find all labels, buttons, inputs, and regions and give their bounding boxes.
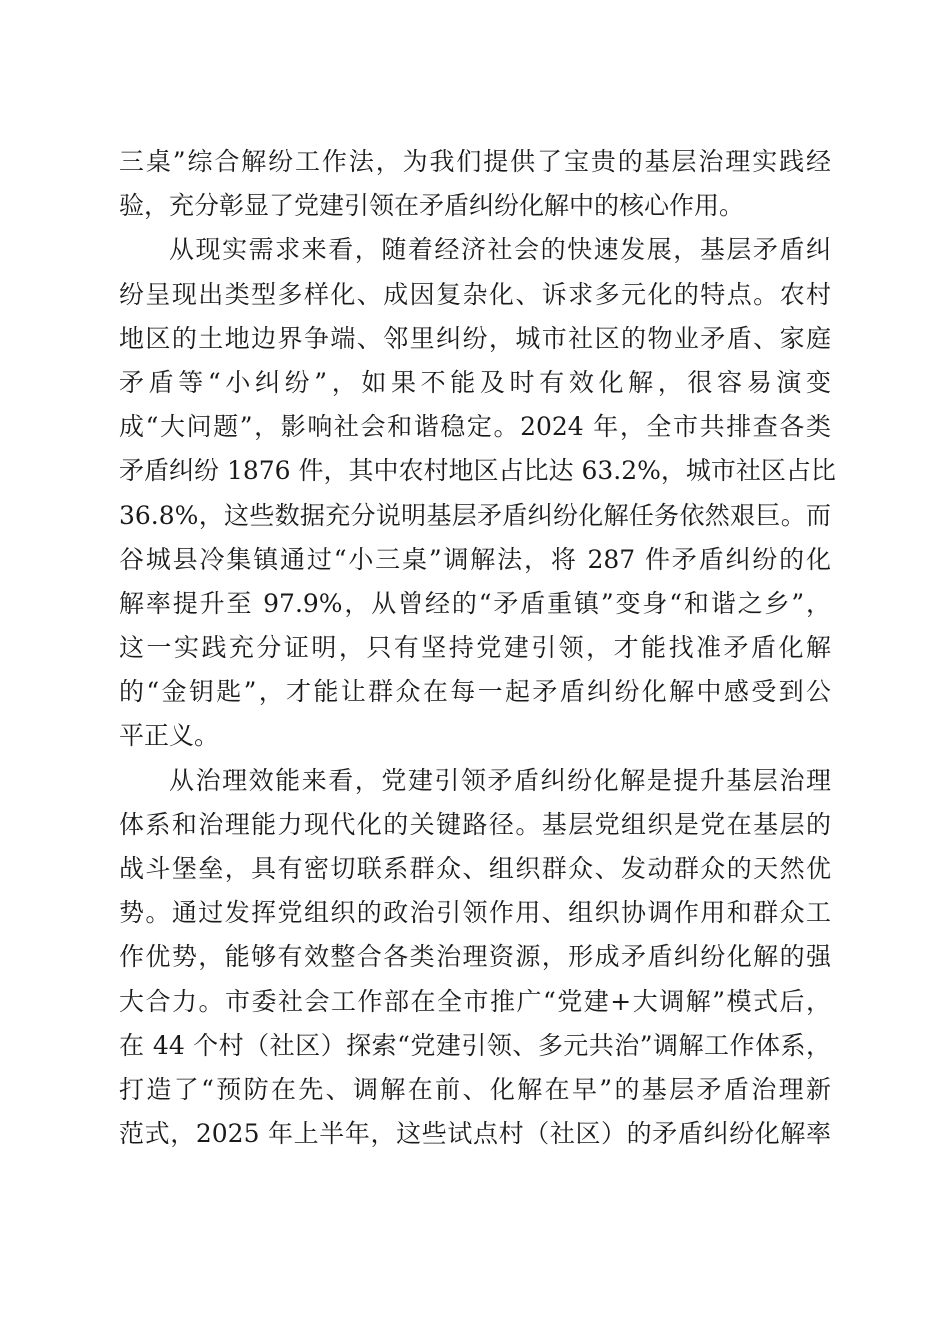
text-line: 成“大问题”，影响社会和谐稳定。2024 年，全市共排查各类 [119, 412, 831, 442]
text-line: 谷城县冷集镇通过“小三桌”调解法，将 287 件矛盾纠纷的化 [119, 544, 831, 574]
text-line: 地区的土地边界争端、邻里纠纷，城市社区的物业矛盾、家庭 [119, 323, 831, 353]
text-line: 平正义。 [119, 721, 220, 751]
text-line: 验，充分彰显了党建引领在矛盾纠纷化解中的核心作用。 [119, 191, 745, 221]
text-line: 范式，2025 年上半年，这些试点村（社区）的矛盾纠纷化解率 [119, 1119, 831, 1149]
text-line: 打造了“预防在先、调解在前、化解在早”的基层矛盾治理新 [119, 1074, 831, 1104]
text-line: 大合力。市委社会工作部在全市推广“党建+大调解”模式后， [119, 986, 831, 1016]
text-line: 矛盾纠纷 1876 件，其中农村地区占比达 63.2%，城市社区占比 [119, 456, 836, 486]
text-line: 作优势，能够有效整合各类治理资源，形成矛盾纠纷化解的强 [119, 942, 831, 972]
text-line: 解率提升至 97.9%，从曾经的“矛盾重镇”变身“和谐之乡”， [119, 588, 831, 618]
text-line: 在 44 个村（社区）探索“党建引领、多元共治”调解工作体系， [119, 1030, 831, 1060]
text-line: 纷呈现出类型多样化、成因复杂化、诉求多元化的特点。农村 [119, 279, 831, 309]
text-line: 从治理效能来看，党建引领矛盾纠纷化解是提升基层治理 [169, 765, 831, 795]
text-line: 战斗堡垒，具有密切联系群众、组织群众、发动群众的天然优 [119, 854, 831, 883]
text-line: 的“金钥匙”，才能让群众在每一起矛盾纠纷化解中感受到公 [119, 677, 831, 707]
document-body [119, 140, 836, 1156]
text-line: 从现实需求来看，随着经济社会的快速发展，基层矛盾纠 [169, 235, 831, 265]
text-line: 体系和治理能力现代化的关键路径。基层党组织是党在基层的 [119, 809, 831, 839]
text-line: 势。通过发挥党组织的政治引领作用、组织协调作用和群众工 [119, 898, 831, 928]
text-line: 矛盾等“小纠纷”，如果不能及时有效化解，很容易演变 [119, 367, 831, 397]
text-line: 三桌”综合解纷工作法，为我们提供了宝贵的基层治理实践经 [119, 147, 831, 176]
text-line: 这一实践充分证明，只有坚持党建引领，才能找准矛盾化解 [119, 633, 831, 663]
text-line: 36.8%，这些数据充分说明基层矛盾纠纷化解任务依然艰巨。而 [119, 500, 831, 530]
